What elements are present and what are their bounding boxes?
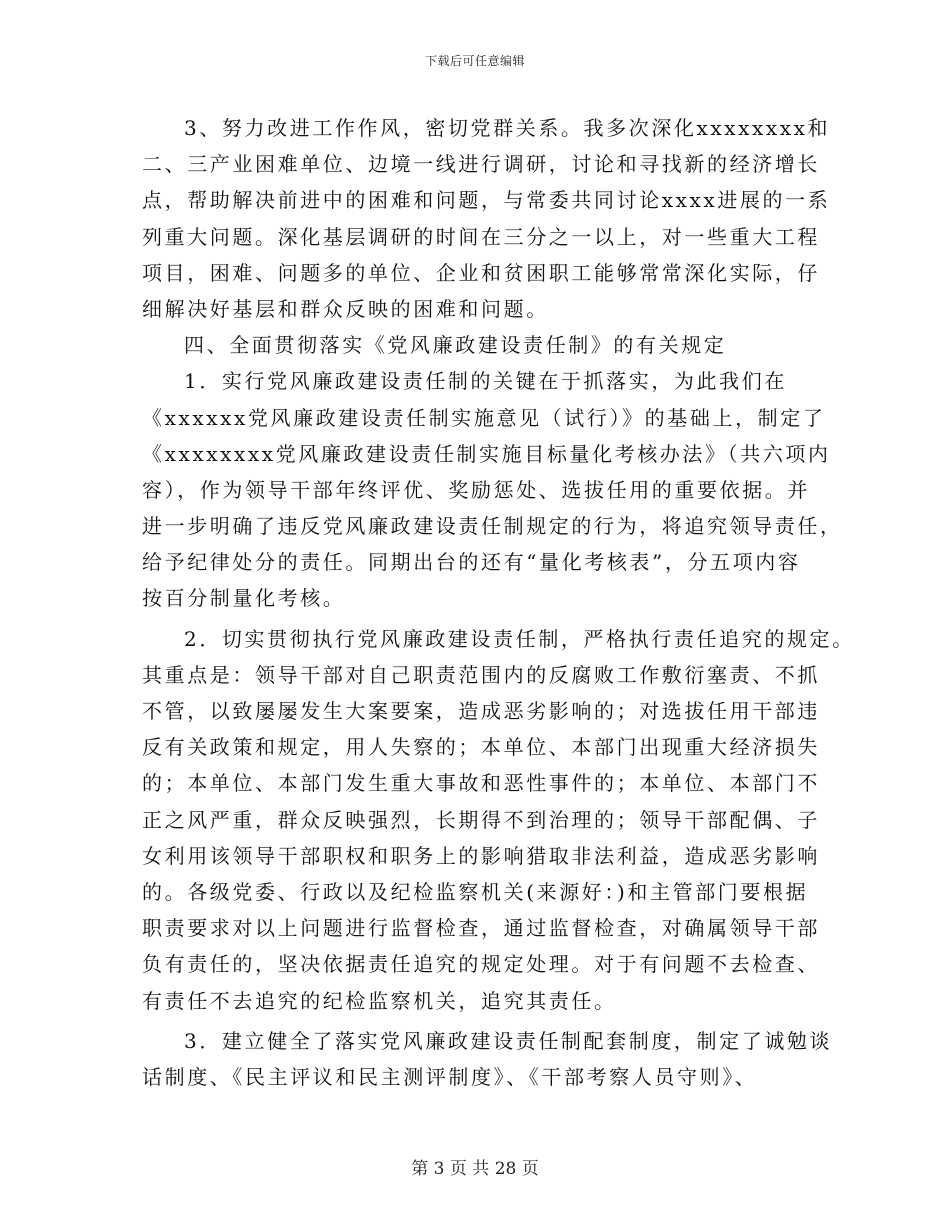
section-heading-text: 四、全面贯彻落实《党风廉政建设责任制》的有关规定 [184, 333, 727, 358]
text-line: 不管，以致屡屡发生大案要案，造成恶劣影响的；对选拔任用干部违 [142, 699, 820, 723]
text-line: 3、努力改进工作作风，密切党群关系。我多次深化xxxxxxxx和 [184, 116, 831, 140]
text-line: 1．实行党风廉政建设责任制的关键在于抓落实，为此我们在 [184, 369, 787, 394]
text-line: 进一步明确了违反党风廉政建设责任制规定的行为，将追究领导责任， [142, 514, 843, 539]
paragraph-item-2 [142, 621, 855, 1019]
text-line: 的。各级党委、行政以及纪检监察机关(来源好：)和主管部门要根据 [142, 879, 809, 904]
text-line: 列重大问题。深化基层调研的时间在三分之一以上，对一些重大工程 [142, 224, 820, 249]
paragraph-item-3 [142, 1023, 832, 1095]
text-line: 给予纪律处分的责任。同期出台的还有“量化考核表”，分五项内容 [142, 550, 801, 575]
text-line: 《xxxxxx党风廉政建设责任制实施意见（试行）》的基础上，制定了 [142, 405, 826, 430]
paragraph-work-style [142, 110, 832, 327]
text-line: 容），作为领导干部年终评优、奖励惩处、选拔任用的重要依据。并 [142, 477, 810, 502]
text-line: 按百分制量化考核。 [142, 586, 346, 611]
text-line: 细解决好基层和群众反映的困难和问题。 [142, 296, 549, 321]
page-header-note: 下载后可任意编辑 [424, 54, 525, 68]
text-line: 二、三产业困难单位、边境一线进行调研，讨论和寻找新的经济增长 [142, 152, 820, 177]
text-line: 职责要求对以上问题进行监督检查，通过监督检查，对确属领导干部 [142, 916, 820, 941]
text-line: 点，帮助解决前进中的困难和问题，与常委共同讨论xxxx进展的一系 [142, 188, 831, 213]
text-line: 有责任不去追究的纪检监察机关，追究其责任。 [142, 988, 617, 1013]
text-line: 负有责任的，坚决依据责任追究的规定处理。对于有问题不去检查、 [142, 952, 820, 977]
text-line: 其重点是：领导干部对自己职责范围内的反腐败工作敷衍塞责、不抓 [142, 662, 820, 687]
paragraph-item-1 [142, 363, 843, 616]
text-line: 正之风严重，群众反映强烈，长期得不到治理的；领导干部配偶、子 [142, 807, 820, 832]
document-body [142, 110, 855, 1095]
text-line: 2．切实贯彻执行党风廉政建设责任制，严格执行责任追究的规定。 [184, 626, 855, 651]
page-number-footer: 第 3 页 共 28 页 [411, 1159, 539, 1179]
text-line: 3．建立健全了落实党风廉政建设责任制配套制度，制定了诚勉谈 [184, 1028, 833, 1053]
text-line: 反有关政策和规定，用人失察的；本单位、本部门出现重大经济损失 [142, 735, 820, 760]
text-line: 《xxxxxxxx党风廉政建设责任制实施目标量化考核办法》（共六项内 [142, 441, 831, 466]
text-line: 话制度、《民主评议和民主测评制度》、《干部考察人员守则》、 [142, 1064, 758, 1089]
text-line: 项目，困难、问题多的单位、企业和贫困职工能够常常深化实际，仔 [142, 260, 820, 285]
text-line: 女利用该领导干部职权和职务上的影响猎取非法利益，造成恶劣影响 [142, 843, 820, 868]
section-heading [142, 327, 832, 363]
text-line: 的；本单位、本部门发生重大事故和恶性事件的；本单位、本部门不 [142, 771, 820, 796]
